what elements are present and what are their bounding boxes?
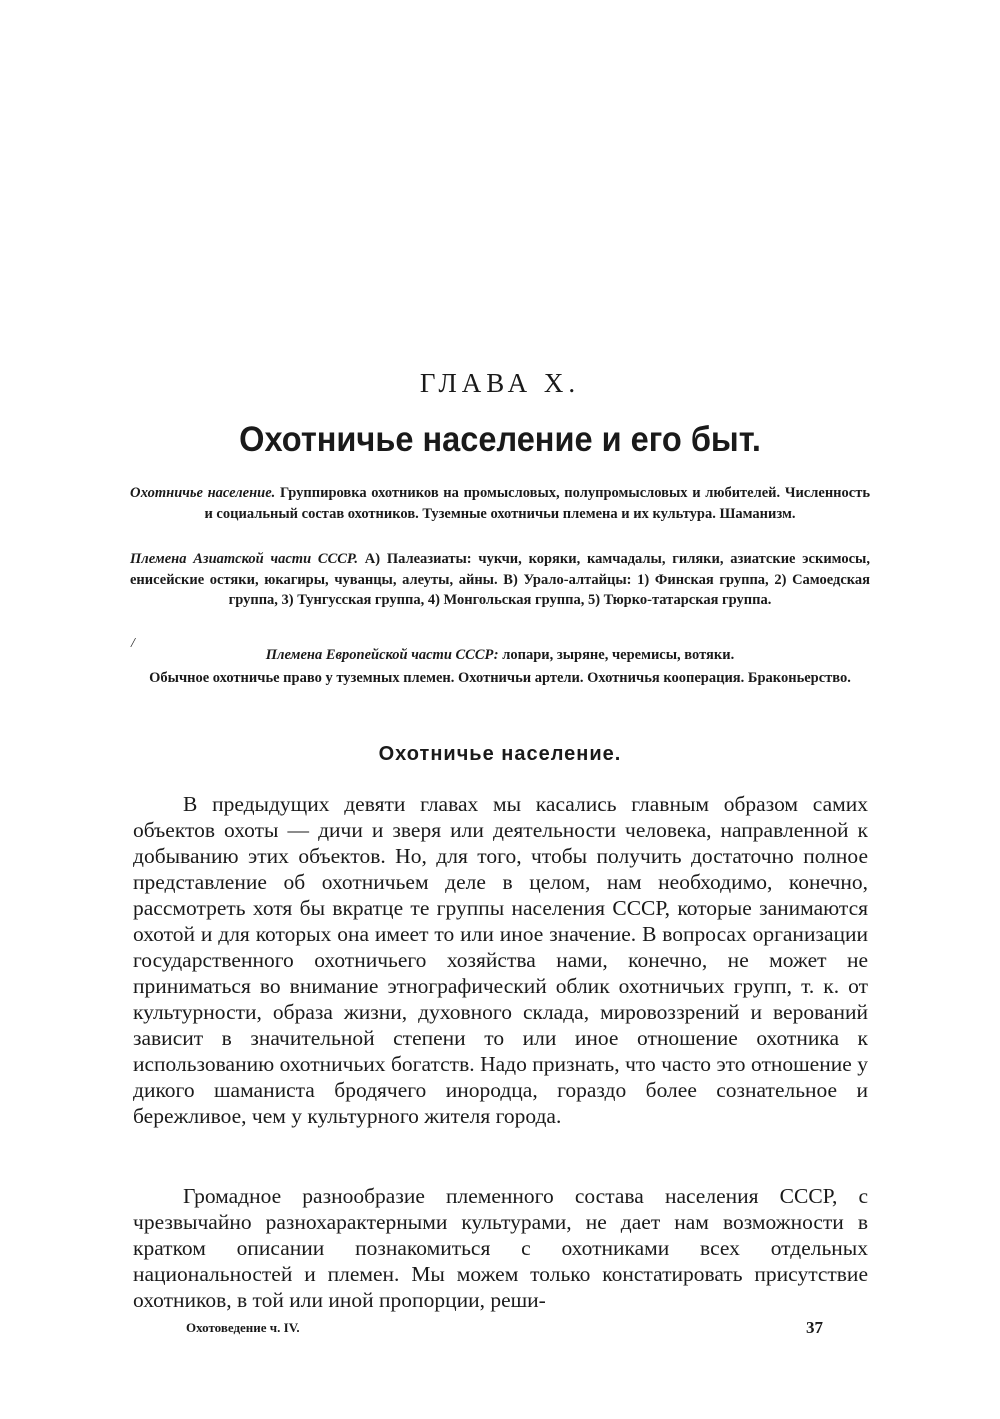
chapter-summary-2 [130,549,870,611]
chapter-label: ГЛАВА X. [419,368,581,398]
body-paragraph-2: Громадное разнообразие племенного состава населения СССР, с чрезвычайно разнохарактерными культурами, не дает нам возможности в кратком описании познакомиться с охотниками всех отдельных национальностей и племен. Мы можем только констатировать присутствие охотников, в той или иной пропорции, реши- [133,1184,868,1312]
summary-2-lead: Племена Азиатской части СССР. [130,551,358,567]
summary-3-text: лопари, зыряне, черемисы, вотяки. [498,647,735,663]
section-title: Охотничье население. [378,743,622,765]
summary-4-text: Обычное охотничье право у туземных племен. Охотничьи артели. Охотничья кооперация. Браконьерство. [149,670,851,686]
summary-1-lead: Охотничье население. [130,485,276,501]
chapter-title: Охотничье население и его быт. [239,420,761,459]
chapter-summary-4 [130,668,870,689]
chapter-summary-3 [200,645,800,666]
summary-3-lead: Племена Европейской части СССР: [265,647,499,663]
footer-book-title: Охотоведение ч. IV. [186,1320,300,1335]
page-number: 37 [806,1318,823,1337]
summary-1-text: Группировка охотников на промысловых, полупромысловых и любителей. Численность и социальный состав охотников. Туземные охотничьи племена и их культура. Шаманизм. [204,485,871,522]
stray-ink-mark: / [131,636,135,651]
summary-2-text: А) Палеазиаты: чукчи, коряки, камчадалы, гиляки, азиатские эскимосы, енисейские остяки, юкагиры, чуванцы, алеуты, айны. В) Урало-алтайцы: 1) Финская группа, 2) Самоедская группа, 3) Тунгусская группа, 4) Монгольская группа, 5) Тюрко-татарская группа. [130,551,870,608]
chapter-summary-1 [130,483,870,524]
body-paragraph-1: В предыдущих девяти главах мы касались главным образом самих объектов охоты — дичи и зверя или деятельности человека, направленной к добыванию этих объектов. Но, для того, чтобы получить достаточно полное представление об охотничьем деле в целом, нам необходимо, конечно, рассмотреть хотя бы вкратце те группы населения СССР, которые занимаются охотой и для которых она имеет то или иное значение. В вопросах организации государственного охотничьего хозяйства нами, конечно, не может не приниматься во внимание этнографический облик охотничьих групп, т. к. от культурности, образа жизни, духовного склада, мировоззрений и верований зависит в значительной степени то или иное отношение охотника к использованию охотничьих богатств. Надо признать, что часто это отношение у дикого шаманиста бродячего инородца, гораздо более сознательное и бережливое, чем у культурного жителя города. [133,792,868,1128]
